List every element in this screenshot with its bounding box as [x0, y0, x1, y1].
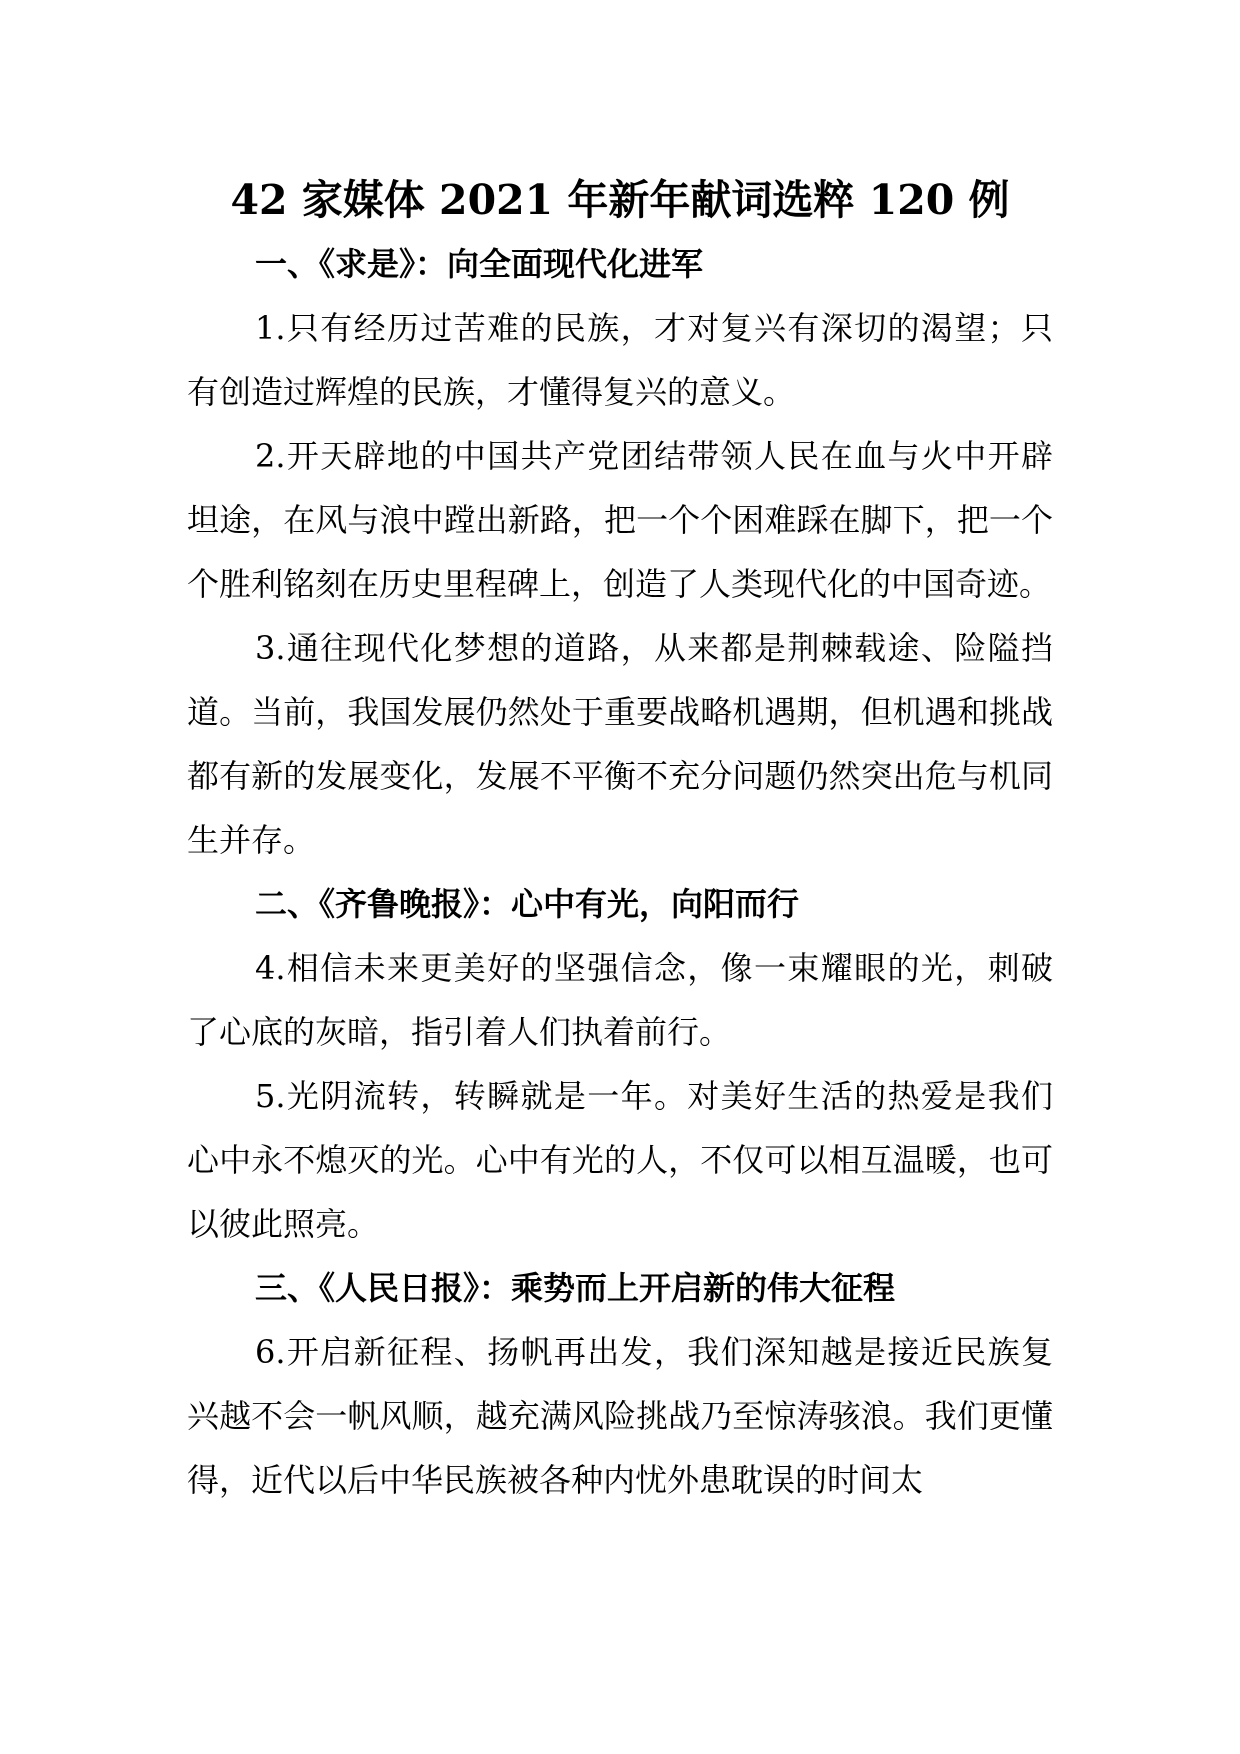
paragraph-2: 2.开天辟地的中国共产党团结带领人民在血与火中开辟坦途，在风与浪中蹚出新路，把一个个困难踩在脚下，把一个个胜利铭刻在历史里程碑上，创造了人类现代化的中国奇迹。 [187, 437, 1053, 603]
paragraph-6: 6.开启新征程、扬帆再出发，我们深知越是接近民族复兴越不会一帆风顺，越充满风险挑战乃至惊涛骇浪。我们更懂得，近代以后中华民族被各种内忧外患耽误的时间太 [187, 1333, 1053, 1499]
document-page [187, 168, 1053, 1512]
paragraph-3: 3.通往现代化梦想的道路，从来都是荆棘载途、险隘挡道。当前，我国发展仍然处于重要战略机遇期，但机遇和挑战都有新的发展变化，发展不平衡不充分问题仍然突出危与机同生并存。 [187, 629, 1053, 859]
section-heading-2: 二、《齐鲁晚报》：心中有光，向阳而行 [255, 885, 800, 923]
section-heading-1: 一、《求是》：向全面现代化进军 [255, 245, 704, 283]
paragraph-4: 4.相信未来更美好的坚强信念，像一束耀眼的光，刺破了心底的灰暗，指引着人们执着前行。 [187, 949, 1053, 1051]
paragraph-5: 5.光阴流转，转瞬就是一年。对美好生活的热爱是我们心中永不熄灭的光。心中有光的人，不仅可以相互温暖，也可以彼此照亮。 [187, 1077, 1053, 1243]
paragraph-1: 1.只有经历过苦难的民族，才对复兴有深切的渴望；只有创造过辉煌的民族，才懂得复兴的意义。 [187, 309, 1053, 411]
section-heading-3: 三、《人民日报》：乘势而上开启新的伟大征程 [255, 1269, 896, 1307]
document-title: 42 家媒体 2021 年新年献词选粹 120 例 [230, 176, 1010, 224]
